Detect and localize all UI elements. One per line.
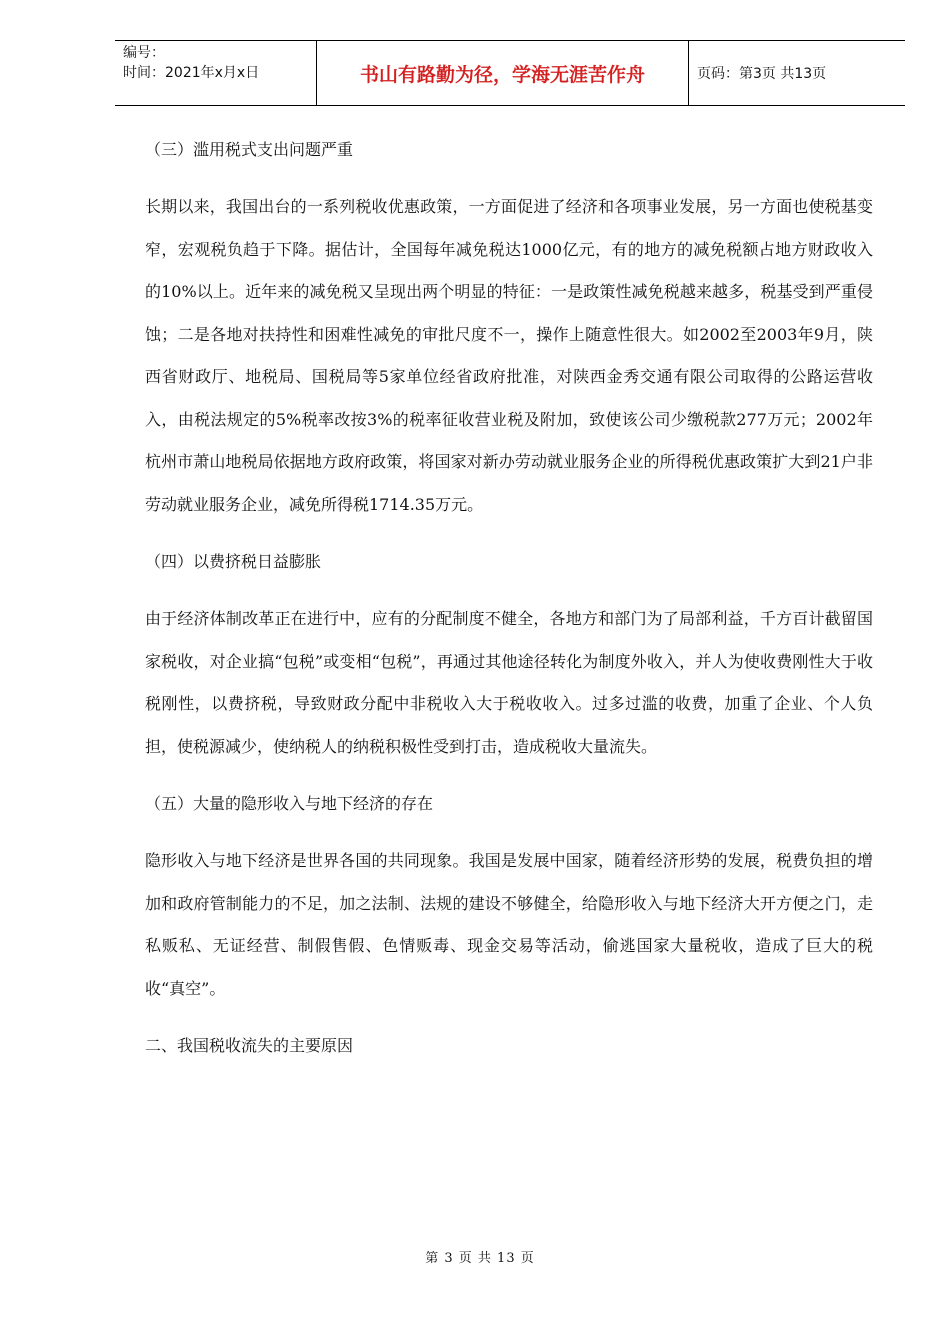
page-footer: 第 3 页 共 13 页 [425, 1251, 535, 1266]
header-meta-cell [115, 41, 317, 105]
document-time-label: 时间：2021年x月x日 [123, 65, 260, 81]
chapter-heading-2: 二、我国税收流失的主要原因 [145, 1036, 354, 1055]
document-body [145, 128, 873, 1068]
document-header [115, 40, 905, 106]
header-page-code: 页码：第3页 共13页 [697, 66, 827, 82]
section-heading-4: （四）以费挤税日益膨胀 [145, 552, 322, 571]
document-number-label: 编号： [123, 45, 165, 61]
section-paragraph-5: 隐形收入与地下经济是世界各国的共同现象。我国是发展中国家，随着经济形势的发展，税费负担的增加和政府管制能力的不足，加之法制、法规的建设不够健全，给隐形收入与地下经济大开方便之门，走私贩私、无证经营、制假售假、色情贩毒、现金交易等活动，偷逃国家大量税收，造成了巨大的税收“真空”。 [145, 851, 873, 998]
section-paragraph-3: 长期以来，我国出台的一系列税收优惠政策，一方面促进了经济和各项事业发展，另一方面也使税基变窄，宏观税负趋于下降。据估计，全国每年减免税达1000亿元，有的地方的减免税额占地方财政收入的10%以上。近年来的减免税又呈现出两个明显的特征：一是政策性减免税越来越多，税基受到严重侵蚀；二是各地对扶持性和困难性减免的审批尺度不一，操作上随意性很大。如2002至2003年9月，陕西省财政厅、地税局、国税局等5家单位经省政府批准，对陕西金秀交通有限公司取得的公路运营收入，由税法规定的5%税率改按3%的税率征收营业税及附加，致使该公司少缴税款277万元；2002年杭州市萧山地税局依据地方政府政策，将国家对新办劳动就业服务企业的所得税优惠政策扩大到21户非劳动就业服务企业，减免所得税1714.35万元。 [145, 197, 873, 514]
section-paragraph-4: 由于经济体制改革正在进行中，应有的分配制度不健全，各地方和部门为了局部利益，千方百计截留国家税收，对企业搞“包税”或变相“包税”，再通过其他途径转化为制度外收入，并人为使收费刚性大于收税刚性，以费挤税，导致财政分配中非税收入大于税收收入。过多过滥的收费，加重了企业、个人负担，使税源减少，使纳税人的纳税积极性受到打击，造成税收大量流失。 [145, 609, 873, 756]
section-heading-5: （五）大量的隐形收入与地下经济的存在 [145, 794, 434, 813]
header-motto: 书山有路勤为径，学海无涯苦作舟 [317, 41, 689, 105]
section-heading-3: （三）滥用税式支出问题严重 [145, 140, 354, 159]
